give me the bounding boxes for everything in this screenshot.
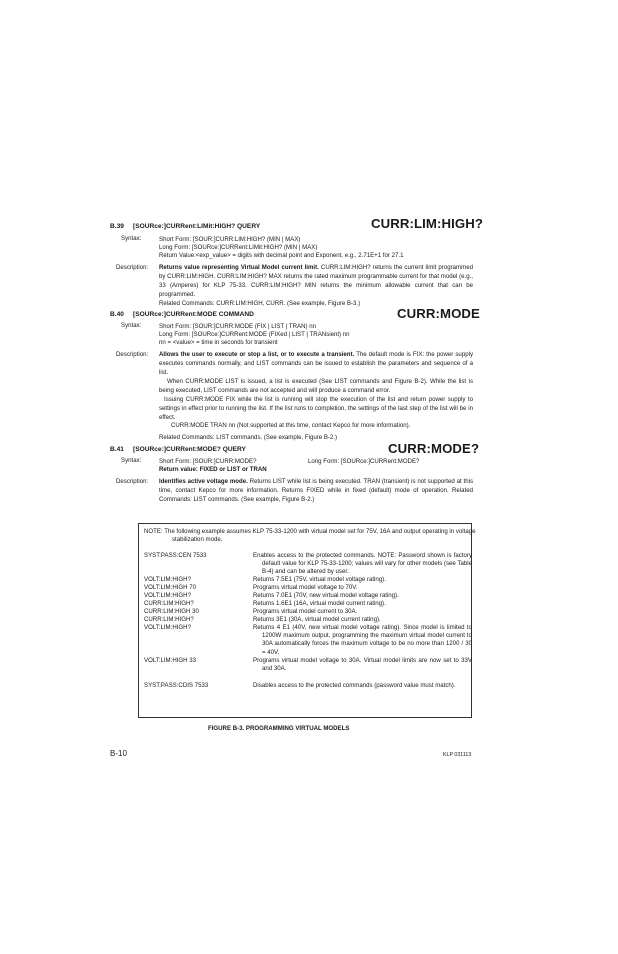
section-b39-number: B.39 — [110, 223, 124, 230]
list-mode-paragraph: When CURR:MODE LIST is issued, a list is executed (See LIST commands and Figure B-2). While the list is being executed, LIST commands are not accepted and will produce a command error. — [159, 378, 473, 395]
figure-command-description: Programs virtual model current to 30A. — [253, 608, 358, 615]
section-b40-title: [SOURce:]CURRent:MODE COMMAND — [133, 311, 254, 318]
description-lead: Returns value representing Virtual Model current limit. — [159, 264, 319, 271]
page-number: B-10 — [110, 749, 127, 758]
figure-command: VOLT:LIM:HIGH? — [144, 624, 191, 631]
figure-command-description: Returns 7.0E1 (70V, new virtual model voltage rating). — [253, 592, 399, 599]
section-b40-description — [159, 350, 473, 377]
figure-command-description: Programs virtual model voltage to 70V. — [253, 584, 358, 591]
section-b39-description — [159, 263, 473, 308]
figure-command: SYST:PASS:CEN 7533 — [144, 552, 207, 559]
short-form: Short Form: [SOUR:]CURR:MODE (FIX | LIST | TRAN) nn — [159, 323, 317, 330]
figure-command-description: Disables access to the protected commands (password value must match). — [253, 682, 456, 689]
figure-command: VOLT:LIM:HIGH 33 — [144, 657, 197, 664]
section-b41-number: B.41 — [110, 446, 124, 453]
figure-command-description: Enables access to the protected commands. NOTE: Password shown is factory default value for KLP 75-33-1200; values will vary for other models (see Table B-4) and can be altered by user. — [253, 552, 472, 576]
long-form: Long Form: [SOURce:]CURRent:MODE (FIXed | LIST | TRANsient) nn — [159, 331, 350, 338]
section-b41-command: CURR:MODE? — [388, 441, 480, 456]
return-value: Return Value:<exp_value> = digits with decimal point and Exponent, e.g., 2.71E+1 for 27.1 — [159, 252, 404, 259]
figure-command: VOLT:LIM:HIGH 70 — [144, 584, 197, 591]
description-text: CURR:LIM:HIGH? returns the current limit programmed by CURR:LIM:HIGH. CURR:LIM:HIGH? MAX returns the rated maximum programmable current for that model (e.g., 33 (Amperes) for KLP 75-33. CURR:LIM:HIGH? MIN returns the minimum allowable current that can be programmed. — [159, 264, 473, 299]
document-id: KLP 031113 — [443, 752, 472, 758]
section-b41-title: [SOURce:]CURRent:MODE? QUERY — [133, 446, 246, 453]
figure-command: SYST:PASS:CDIS 7533 — [144, 682, 209, 689]
section-b40-command: CURR:MODE — [397, 306, 480, 321]
related-commands: Related Commands: CURR:LIM:HIGH, CURR. (See example, Figure B-3.) — [159, 300, 361, 308]
figure-command-description: Returns 4 E1 (40V, new virtual model voltage rating). Since model is limited to 1200W maximum output, programming the maximum virtual model current to 30A automatically forces the maximum voltage to be no more than 1200 / 30 = 40V. — [253, 624, 472, 656]
figure-note: NOTE: The following example assumes KLP 75-33-1200 with virtual model set for 75V, 16A and output operating in voltage stabilization mode. — [144, 528, 476, 544]
section-b41-description — [159, 477, 473, 504]
long-form: Long Form: [SOURce:]CURRent:LIMit:HIGH? (MIN | MAX) — [159, 244, 318, 251]
figure-command-description: Returns 3E1 (30A, virtual model current rating). — [253, 616, 381, 623]
nn-definition: nn = <value> = time in seconds for transient — [159, 339, 278, 346]
figure-command-description: Returns 1.6E1 (16A, virtual model current rating). — [253, 600, 386, 607]
figure-command: VOLT:LIM:HIGH? — [144, 576, 191, 583]
related-commands: Related Commands: LIST commands. (See example, Figure B-2.) — [159, 434, 338, 441]
short-form: Short Form: [SOUR:]CURR:MODE? — [159, 458, 257, 465]
syntax-label: Syntax: — [121, 235, 142, 242]
figure-command: CURR:LIM:HIGH 30 — [144, 608, 199, 615]
figure-command-description: Programs virtual model voltage to 30A. Virtual model limits are now set to 33V and 30A. — [253, 657, 472, 673]
description-text: Returns LIST while list is being executed. TRAN (transient) is not supported at this time, contact Kepco for more information. Returns FIXED while in fixed (default) mode of operation. Related Commands: LIST commands. (See example, Figure B-2.) — [159, 478, 473, 504]
return-value: Return value: FIXED or LIST or TRAN — [159, 466, 267, 473]
description-text: The default mode is FIX: the power supply executes commands normally, and LIST commands can be issued to establish the parameters and sequence of a list. — [159, 351, 473, 377]
syntax-label: Syntax: — [121, 457, 142, 464]
figure-command: CURR:LIM:HIGH? — [144, 616, 194, 623]
section-b39-title: [SOURce:]CURRent:LIMit:HIGH? QUERY — [133, 223, 261, 230]
description-lead: Identifies active voltage mode. — [159, 478, 248, 485]
figure-command-description: Returns 7.5E1 (75V, virtual model voltage rating). — [253, 576, 386, 583]
syntax-label: Syntax: — [121, 322, 142, 329]
figure-command: VOLT:LIM:HIGH? — [144, 592, 191, 599]
figure-caption: FIGURE B-3. PROGRAMMING VIRTUAL MODELS — [208, 725, 350, 732]
short-form: Short Form: [SOUR:]CURR:LIM:HIGH? (MIN | MAX) — [159, 236, 301, 243]
description-label: Description: — [116, 351, 149, 358]
long-form: Long Form: [SOURce:]CURRent:MODE? — [308, 458, 420, 465]
description-label: Description: — [116, 264, 149, 271]
section-b39-command: CURR:LIM:HIGH? — [371, 216, 484, 231]
section-b40-number: B.40 — [110, 311, 124, 318]
description-label: Description: — [116, 478, 149, 485]
figure-command: CURR:LIM:HIGH? — [144, 600, 194, 607]
fix-mode-paragraph: Issuing CURR:MODE FIX while the list is running will stop the execution of the list and return power supply to settings in effect prior to running the list. If the list runs to completion, the settings of the last step of the list will be in effect. — [159, 396, 473, 422]
tran-mode-note: CURR:MODE TRAN nn (Not supported at this time, contact Kepco for more information). — [171, 422, 411, 429]
description-lead: Allows the user to execute or stop a list, or to execute a transient. — [159, 351, 355, 358]
